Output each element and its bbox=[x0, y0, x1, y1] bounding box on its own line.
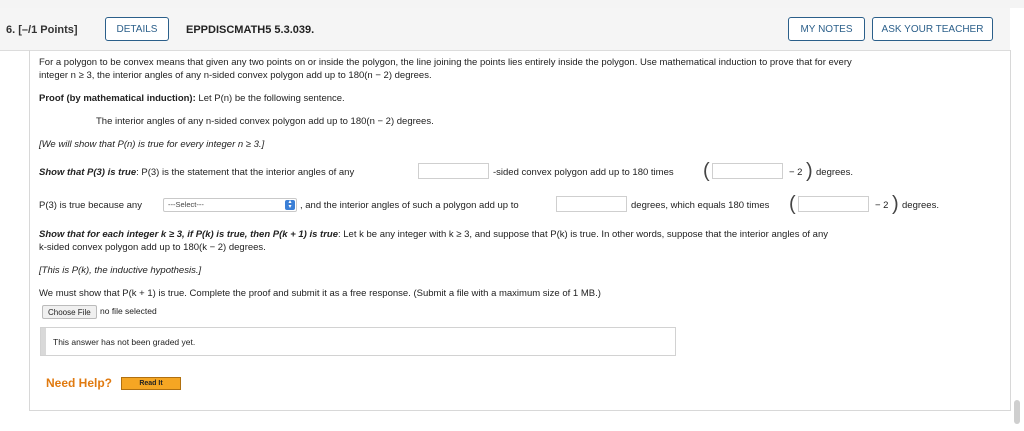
sum-degrees-input[interactable] bbox=[556, 196, 627, 212]
intro-line-2: integer n ≥ 3, the interior angles of any n-sided convex polygon add up to 180(n − 2) degrees. bbox=[39, 70, 432, 81]
inductive-step-line-2: k-sided convex polygon add up to 180(k − 2) degrees. bbox=[39, 242, 266, 253]
question-header bbox=[0, 8, 1010, 51]
show-all-statement: [We will show that P(n) is true for every integer n ≥ 3.] bbox=[39, 139, 265, 150]
details-button[interactable]: DETAILS bbox=[105, 17, 169, 41]
degrees-text-1: degrees. bbox=[816, 167, 853, 178]
no-file-text: no file selected bbox=[100, 306, 157, 316]
question-number: 6. [–/1 Points] bbox=[6, 24, 78, 36]
proof-heading-line: Proof (by mathematical induction): Let P(n) be the following sentence. bbox=[39, 93, 345, 104]
open-paren: ( bbox=[789, 193, 796, 215]
must-show-text: We must show that P(k + 1) is true. Complete the proof and submit it as a free response. (Submit a file with a maximum size of 1 MB.) bbox=[39, 288, 601, 299]
chevron-updown-icon: ▴ ▾ bbox=[285, 200, 295, 210]
graded-status-box bbox=[40, 327, 676, 356]
status-bar bbox=[41, 328, 46, 355]
times-input-1[interactable] bbox=[712, 163, 783, 179]
read-it-button[interactable]: Read It bbox=[121, 377, 181, 390]
reason-select[interactable]: ---Select--- ▴ ▾ bbox=[163, 198, 297, 212]
scrollbar-thumb[interactable] bbox=[1014, 400, 1020, 424]
degrees-text-2: degrees. bbox=[902, 200, 939, 211]
times-input-2[interactable] bbox=[798, 196, 869, 212]
ask-your-teacher-button[interactable]: ASK YOUR TEACHER bbox=[872, 17, 993, 41]
minus-two-text-2: − 2 bbox=[875, 200, 889, 211]
question-code: EPPDISCMATH5 5.3.039. bbox=[186, 24, 315, 36]
p3-true-text: P(3) is true because any bbox=[39, 200, 142, 211]
p3-and-text: , and the interior angles of such a polygon add up to bbox=[300, 200, 519, 211]
close-paren: ) bbox=[806, 160, 813, 182]
p3-equals-text: degrees, which equals 180 times bbox=[631, 200, 770, 211]
induction-sentence: The interior angles of any n-sided convex polygon add up to 180(n − 2) degrees. bbox=[96, 116, 434, 127]
graded-status-text: This answer has not been graded yet. bbox=[53, 337, 196, 347]
inductive-step-line: Show that for each integer k ≥ 3, if P(k) is true, then P(k + 1) is true: Let k be any integer with k ≥ 3, and suppose that P(k) is true. In other words, suppose that the interior angles of any bbox=[39, 229, 828, 240]
show-p3-mid-text: -sided convex polygon add up to 180 times bbox=[493, 167, 674, 178]
my-notes-button[interactable]: MY NOTES bbox=[788, 17, 865, 41]
choose-file-button[interactable]: Choose File bbox=[42, 305, 97, 319]
minus-two-text-1: − 2 bbox=[789, 167, 803, 178]
need-help-label: Need Help? bbox=[46, 376, 113, 390]
close-paren: ) bbox=[892, 193, 899, 215]
top-strip bbox=[0, 0, 1024, 8]
show-p3-line: Show that P(3) is true: P(3) is the statement that the interior angles of any bbox=[39, 167, 355, 178]
open-paren: ( bbox=[703, 160, 710, 182]
sides-input[interactable] bbox=[418, 163, 489, 179]
intro-line-1: For a polygon to be convex means that given any two points on or inside the polygon, the line joining the points lies entirely inside the polygon. Use mathematical induction to prove that for every bbox=[39, 57, 852, 68]
inductive-hypothesis: [This is P(k), the inductive hypothesis.] bbox=[39, 265, 202, 276]
